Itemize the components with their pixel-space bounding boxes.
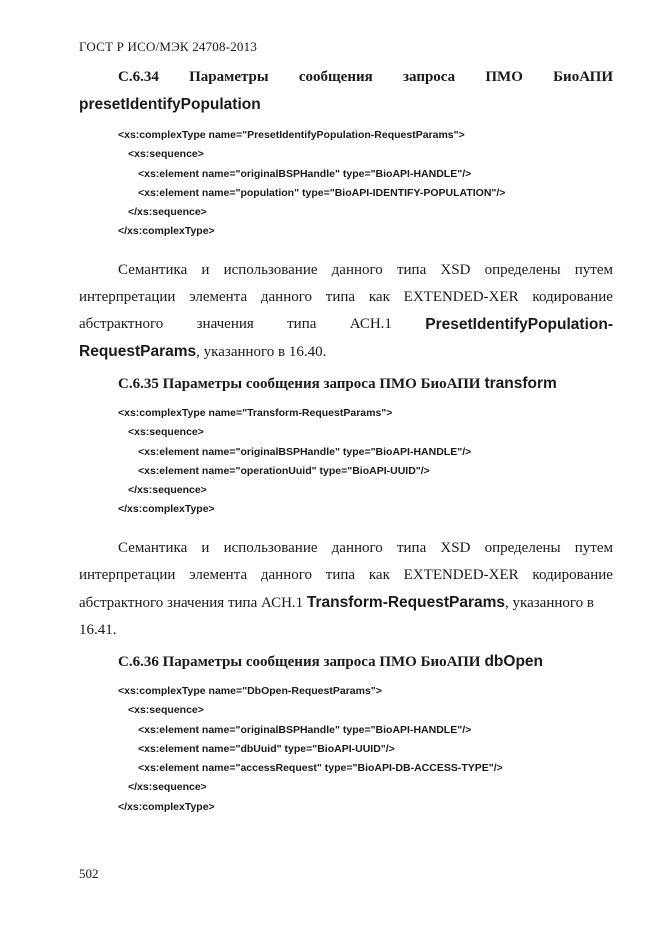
code-line: <xs:element name="population" type="BioAPI-IDENTIFY-POPULATION"/> [138, 186, 506, 199]
heading-word: С.6.34 [118, 69, 159, 85]
code-line: <xs:element name="operationUuid" type="BioAPI-UUID"/> [138, 464, 430, 477]
section-636-heading: С.6.36 Параметры сообщения запроса ПМО БиоАПИ dbOpen [118, 653, 544, 670]
page-number: 502 [79, 866, 99, 881]
code-line: <xs:complexType name="PresetIdentifyPopulation-RequestParams"> [118, 129, 465, 141]
code-line: </xs:sequence> [128, 484, 207, 497]
code-line: <xs:element name="originalBSPHandle" type="BioAPI-HANDLE"/> [138, 723, 472, 736]
code-line: </xs:complexType> [118, 503, 215, 516]
heading-word: запроса [402, 69, 456, 85]
heading-word: ПМО [485, 69, 523, 85]
section-634-heading [118, 69, 613, 86]
code-line: <xs:sequence> [128, 426, 204, 439]
section-635-heading: С.6.35 Параметры сообщения запроса ПМО БиоАПИ transform [118, 375, 557, 392]
section-636-code [118, 682, 503, 817]
code-line: <xs:element name="originalBSPHandle" type="BioAPI-HANDLE"/> [138, 445, 472, 458]
heading-word: сообщения [298, 69, 373, 85]
code-line: <xs:element name="originalBSPHandle" type="BioAPI-HANDLE"/> [138, 167, 472, 180]
code-line: </xs:sequence> [128, 206, 207, 219]
section-634-paragraph: Семантика и использование данного типа XSD определены путем интерпретации элемента данного типа как EXTENDED-XER кодирование абстрактного значения типа АСН.1 PresetIdentifyPopulation- RequestParams, указанного в 16.40. [79, 262, 613, 360]
heading-word: БиоАПИ [553, 69, 613, 85]
code-line: <xs:sequence> [128, 704, 204, 717]
code-line: <xs:element name="dbUuid" type="BioAPI-UUID"/> [138, 742, 395, 755]
code-line: </xs:complexType> [118, 225, 215, 238]
code-line: </xs:complexType> [118, 800, 215, 813]
code-line: <xs:complexType name="DbOpen-RequestParams"> [118, 685, 382, 697]
section-634-name: presetIdentifyPopulation [79, 96, 261, 113]
code-line: <xs:element name="accessRequest" type="BioAPI-DB-ACCESS-TYPE"/> [138, 762, 503, 775]
section-635-code [118, 404, 471, 520]
code-line: <xs:complexType name="Transform-RequestParams"> [118, 407, 393, 419]
heading-word: Параметры [189, 69, 269, 85]
section-634-code [118, 126, 505, 242]
section-635-paragraph: Семантика и использование данного типа XSD определены путем интерпретации элемента данного типа как EXTENDED-XER кодирование абстрактного значения типа АСН.1 Transform-RequestParams, указанного в 16.41. [79, 540, 613, 638]
code-line: <xs:sequence> [128, 148, 204, 161]
code-line: </xs:sequence> [128, 781, 207, 794]
document-header: ГОСТ Р ИСО/МЭК 24708-2013 [79, 39, 258, 54]
